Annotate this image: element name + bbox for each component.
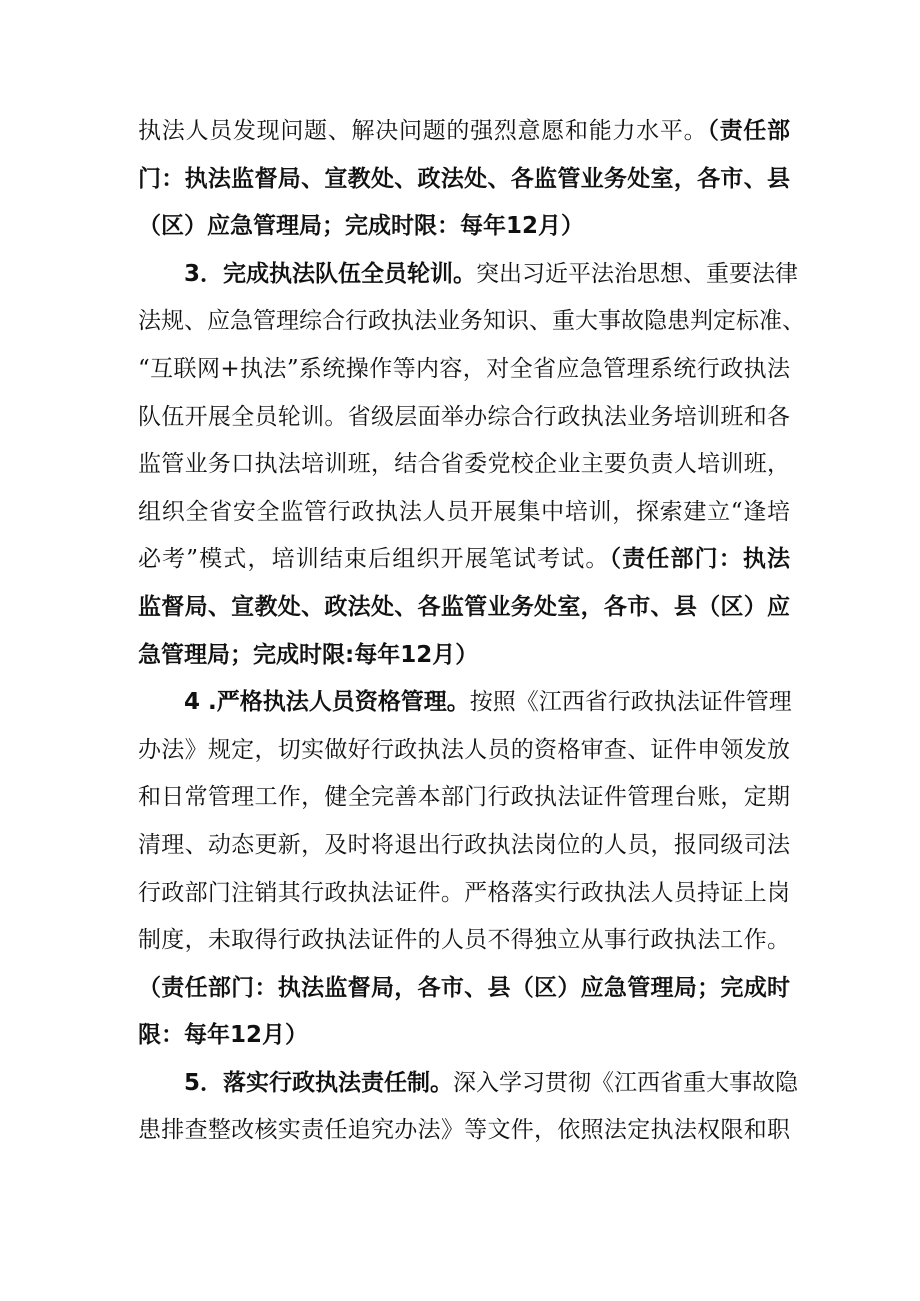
line-11-bold: 监督局、宣教处、政法处、各监管业务处室，各市、县（区）应 [138,593,790,620]
line-3-bold: （区）应急管理局；完成时限：每年12月） [138,213,585,240]
line-16-normal: 清理、动态更新，及时将退出行政执法岗位的人员，报同级司法 [138,831,790,858]
line-2-bold: 门：执法监督局、宣教处、政法处、各监管业务处室，各市、县 [138,165,790,192]
text-line-11 [138,584,790,632]
item-5-heading-line [138,1060,799,1108]
text-line-18 [138,917,790,965]
line-5-normal: 法规、应急管理综合行政执法业务知识、重大事故隐患判定标准、 [138,308,805,335]
text-line-5 [138,298,805,346]
document-body [138,108,805,1155]
text-line-12 [138,632,790,680]
item-4-heading-line [138,679,790,727]
line-4-normal: 突出习近平法治思想、重要法律 [476,260,799,287]
line-15-normal: 和日常管理工作，健全完善本部门行政执法证件管理台账，定期 [138,784,790,811]
item-3-heading: 3．完成执法队伍全员轮训。 [184,260,477,287]
line-10-normal: 必考”模式，培训结束后组织开展笔试考试。 [138,546,610,573]
line-8-normal: 监管业务口执法培训班，结合省委党校企业主要负责人培训班， [138,451,790,478]
text-line-3 [138,203,790,251]
item-5-heading: 5．落实行政执法责任制。 [184,1069,454,1096]
line-17-normal: 行政部门注销其行政执法证件。严格落实行政执法人员持证上岗 [138,879,790,906]
text-line-14 [138,727,790,775]
text-line-19 [138,965,790,1013]
item-3-heading-line [138,251,799,299]
text-line-9 [138,489,790,537]
text-line-15 [138,774,790,822]
line-20-bold: 限：每年12月） [138,1022,309,1049]
line-1-normal: 执法人员发现问题、解决问题的强烈意愿和能力水平。 [138,118,708,144]
line-21-normal: 深入学习贯彻《江西省重大事故隐 [453,1069,799,1096]
line-18-normal: 制度，未取得行政执法证件的人员不得独立从事行政执法工作。 [138,927,790,954]
text-line-10 [138,536,790,584]
item-4-heading: 4 .严格执法人员资格管理。 [184,689,470,716]
line-14-normal: 办法》规定，切实做好行政执法人员的资格审查、证件申领发放 [138,736,790,763]
text-line-17 [138,870,790,918]
line-22-normal: 患排查整改核实责任追究办法》等文件，依照法定执法权限和职 [138,1117,790,1144]
line-13-normal: 按照《江西省行政执法证件管理 [469,689,792,716]
text-line-20 [138,1012,790,1060]
text-line-1 [138,108,790,156]
line-10-bold: （责任部门：执法 [609,546,790,573]
line-19-bold: （责任部门：执法监督局，各市、县（区）应急管理局；完成时 [138,974,790,1001]
line-6-normal: “互联网+执法”系统操作等内容，对全省应急管理系统行政执法 [138,355,790,382]
text-line-16 [138,822,790,870]
text-line-22 [138,1107,790,1155]
line-9-normal: 组织全省安全监管行政执法人员开展集中培训，探索建立“逢培 [138,498,790,525]
text-line-2 [138,156,790,204]
text-line-6 [138,346,790,394]
line-12-bold: 急管理局；完成时限:每年12月） [138,641,479,668]
line-7-normal: 队伍开展全员轮训。省级层面举办综合行政执法业务培训班和各 [138,403,790,430]
text-line-8 [138,441,790,489]
text-line-7 [138,394,790,442]
line-1-bold: （责任部 [707,118,791,144]
